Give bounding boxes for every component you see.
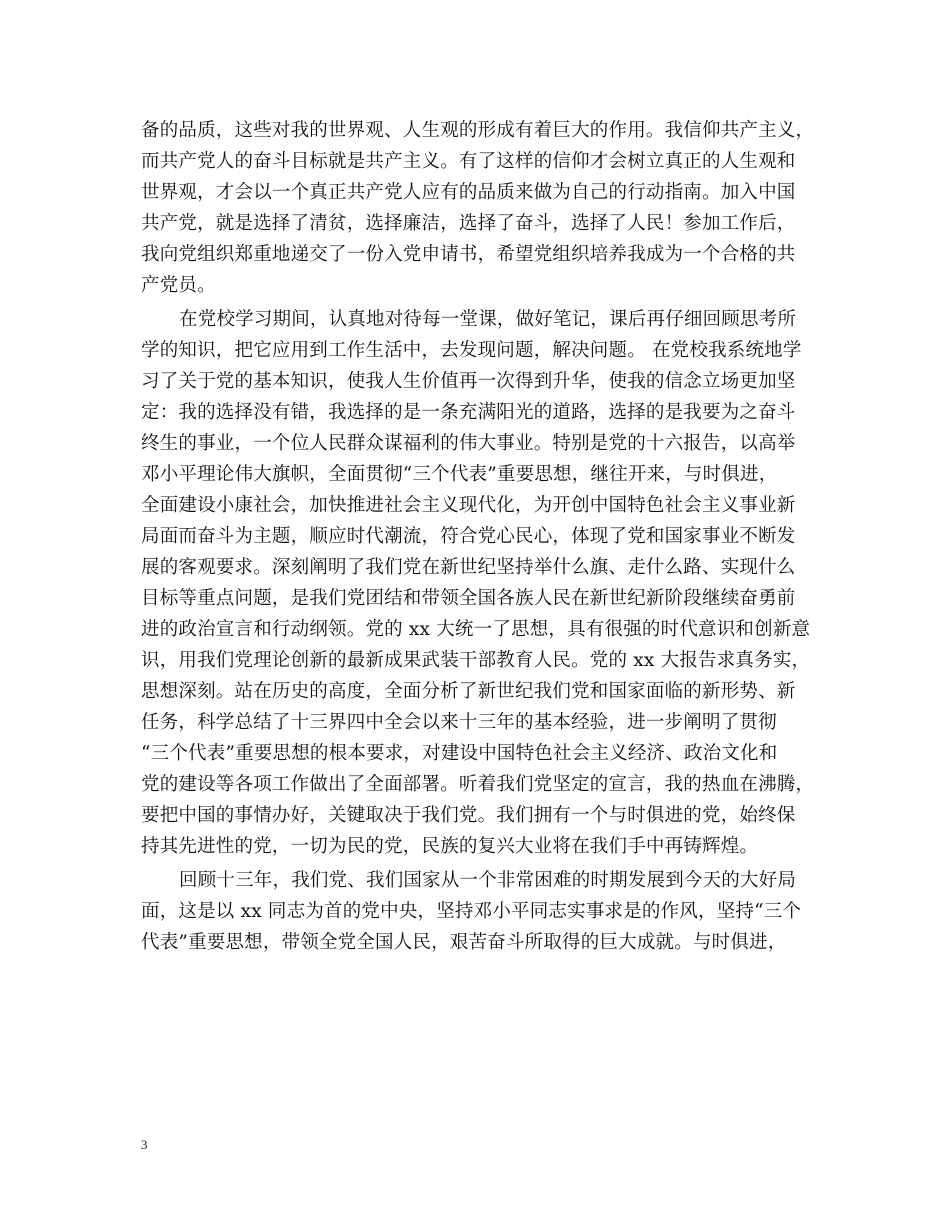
paragraph-first-line: 回顾十三年，我们党、我们国家从一个非常困难的时期发展到今天的大好局 <box>179 870 797 891</box>
text-line: 全面建设小康社会，加快推进社会主义现代化，为开创中国特色社会主义事业新 <box>141 495 796 516</box>
page-number: 3 <box>141 1137 148 1152</box>
text-line: 目标等重点问题，是我们党团结和带领全国各族人民在新世纪新阶段继续奋勇前 <box>141 588 796 609</box>
text-line: 任务，科学总结了十三界四中全会以来十三年的基本经验，进一步阐明了贯彻 <box>141 712 777 733</box>
text-line: 代表”重要思想，带领全党全国人民，艰苦奋斗所取得的巨大成就。与时俱进， <box>141 932 787 953</box>
text-line: 识，用我们党理论创新的最新成果武装干部教育人民。党的 xx 大报告求真务实， <box>141 650 811 671</box>
text-line: 党的建设等各项工作做出了全面部署。听着我们党坚定的宣言，我的热血在沸腾， <box>141 774 815 795</box>
text-line: 习了关于党的基本知识，使我人生价值再一次得到升华，使我的信念立场更加坚 <box>141 371 796 392</box>
text-line: 面，这是以 xx 同志为首的党中央，坚持邓小平同志实事求是的作风，坚持“三个 <box>141 901 802 922</box>
text-line: “三个代表”重要思想的根本要求，对建设中国特色社会主义经济、政治文化和 <box>141 743 778 764</box>
text-line: 要把中国的事情办好，关键取决于我们党。我们拥有一个与时俱进的党，始终保 <box>141 805 796 826</box>
paragraph-first-line: 在党校学习期间，认真地对待每一堂课，做好笔记，课后再仔细回顾思考所 <box>179 309 797 330</box>
text-line: 持其先进性的党，一切为民的党，民族的复兴大业将在我们手中再铸辉煌。 <box>141 836 759 857</box>
text-line: 世界观，才会以一个真正共产党人应有的品质来做为自己的行动指南。加入中国 <box>141 182 796 203</box>
text-line: 局面而奋斗为主题，顺应时代潮流，符合党心民心，体现了党和国家事业不断发 <box>141 526 796 547</box>
text-line: 进的政治宣言和行动纲领。党的 xx 大统一了思想，具有很强的时代意识和创新意 <box>141 619 811 640</box>
text-line: 邓小平理论伟大旗帜，全面贯彻“三个代表”重要思想，继往开来，与时俱进， <box>141 464 778 485</box>
text-line: 学的知识，把它应用到工作生活中，去发现问题，解决问题。 在党校我系统地学 <box>141 340 802 361</box>
text-line: 产党员。 <box>141 275 216 296</box>
text-line: 备的品质，这些对我的世界观、人生观的形成有着巨大的作用。我信仰共产主义， <box>141 120 815 141</box>
text-line: 思想深刻。站在历史的高度，全面分析了新世纪我们党和国家面临的新形势、新 <box>141 681 796 702</box>
text-line: 定：我的选择没有错，我选择的是一条充满阳光的道路，选择的是我要为之奋斗 <box>141 402 796 423</box>
text-line: 我向党组织郑重地递交了一份入党申请书，希望党组织培养我成为一个合格的共 <box>141 244 796 265</box>
text-line: 而共产党人的奋斗目标就是共产主义。有了这样的信仰才会树立真正的人生观和 <box>141 151 796 172</box>
text-line: 共产党，就是选择了清贫，选择廉洁，选择了奋斗，选择了人民！参加工作后， <box>141 213 796 234</box>
text-line: 展的客观要求。深刻阐明了我们党在新世纪坚持举什么旗、走什么路、实现什么 <box>141 557 796 578</box>
text-line: 终生的事业，一个位人民群众谋福利的伟大事业。特别是党的十六报告，以高举 <box>141 433 796 454</box>
